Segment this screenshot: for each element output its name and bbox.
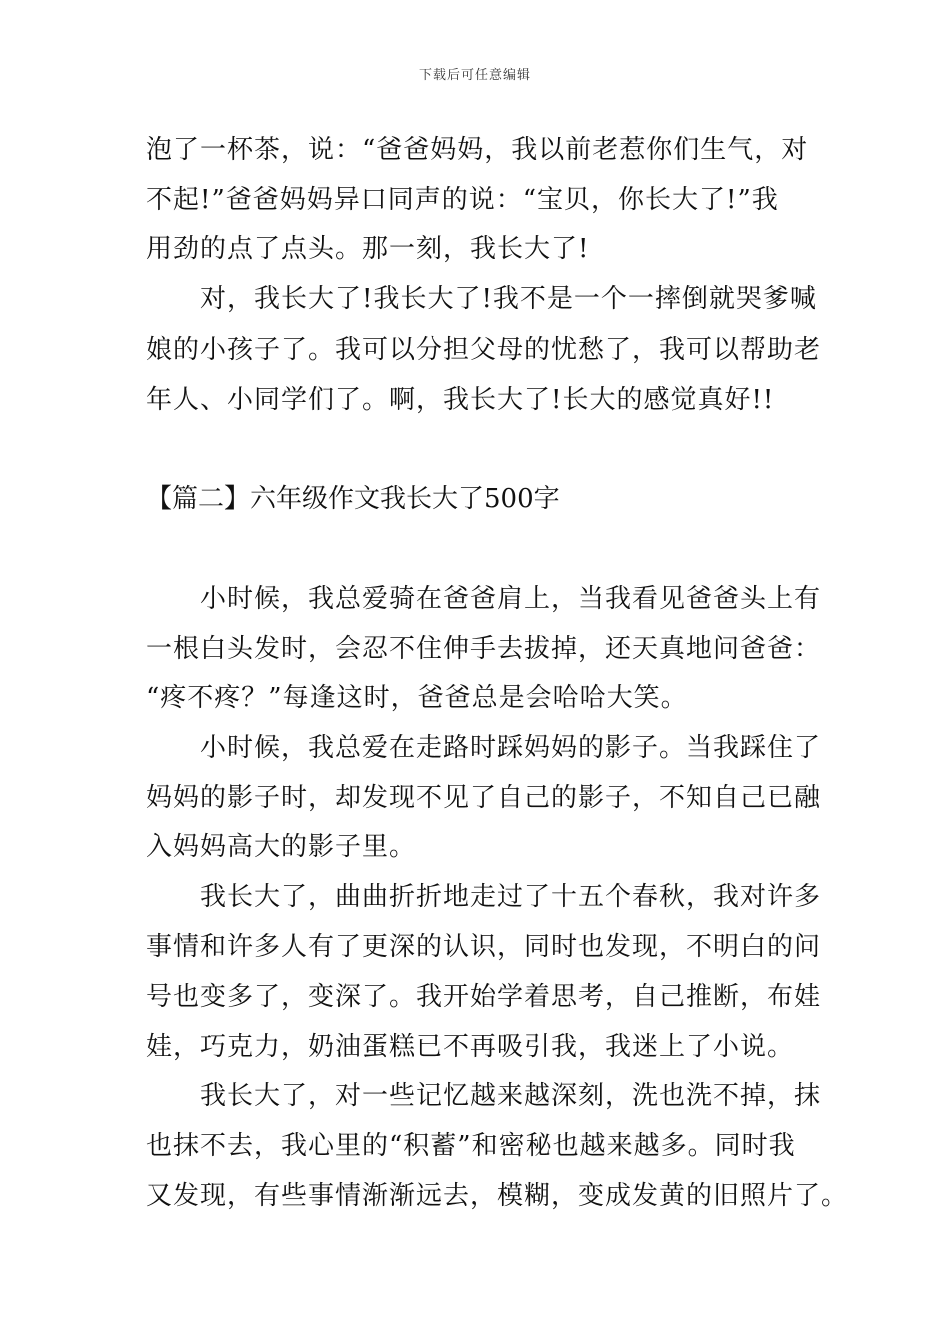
text-line: 泡了一杯茶，说：“爸爸妈妈，我以前老惹你们生气，对 <box>146 135 809 165</box>
text-line: 妈妈的影子时，却发现不见了自己的影子，不知自己已融 <box>146 783 822 813</box>
text-line: 用劲的点了点头。那一刻，我长大了! <box>146 234 590 264</box>
text-line: 我长大了，曲曲折折地走过了十五个春秋，我对许多 <box>146 882 822 912</box>
text-line: 年人、小同学们了。啊，我长大了!长大的感觉真好!! <box>146 385 775 415</box>
text-line: 我长大了，对一些记忆越来越深刻，洗也洗不掉，抹 <box>146 1081 822 1111</box>
text-line: 娃，巧克力，奶油蛋糕已不再吸引我，我迷上了小说。 <box>146 1032 795 1062</box>
text-line: 小时候，我总爱骑在爸爸肩上，当我看见爸爸头上有 <box>146 584 822 614</box>
section-title: 【篇二】六年级作文我长大了500字 <box>146 484 560 514</box>
text-line: 也抹不去，我心里的“积蓄”和密秘也越来越多。同时我 <box>146 1131 796 1161</box>
text-line: 事情和许多人有了更深的认识，同时也发现，不明白的问 <box>146 932 822 962</box>
text-line: 娘的小孩子了。我可以分担父母的忧愁了，我可以帮助老 <box>146 335 822 365</box>
text-line: 入妈妈高大的影子里。 <box>146 832 417 862</box>
text-line: 一根白头发时，会忍不住伸手去拔掉，还天真地问爸爸： <box>146 634 822 664</box>
text-line: 号也变多了，变深了。我开始学着思考，自己推断，布娃 <box>146 982 822 1012</box>
text-line: 小时候，我总爱在走路时踩妈妈的影子。当我踩住了 <box>146 733 822 763</box>
page-header: 下载后可任意编辑 <box>418 68 531 83</box>
text-line: “疼不疼？”每逢这时，爸爸总是会哈哈大笑。 <box>146 683 688 713</box>
text-line: 又发现，有些事情渐渐远去，模糊，变成发黄的旧照片了。 <box>146 1181 849 1211</box>
text-line: 对，我长大了!我长大了!我不是一个一摔倒就哭爹喊 <box>146 284 817 314</box>
text-line: 不起!”爸爸妈妈异口同声的说：“宝贝，你长大了!”我 <box>146 185 779 215</box>
